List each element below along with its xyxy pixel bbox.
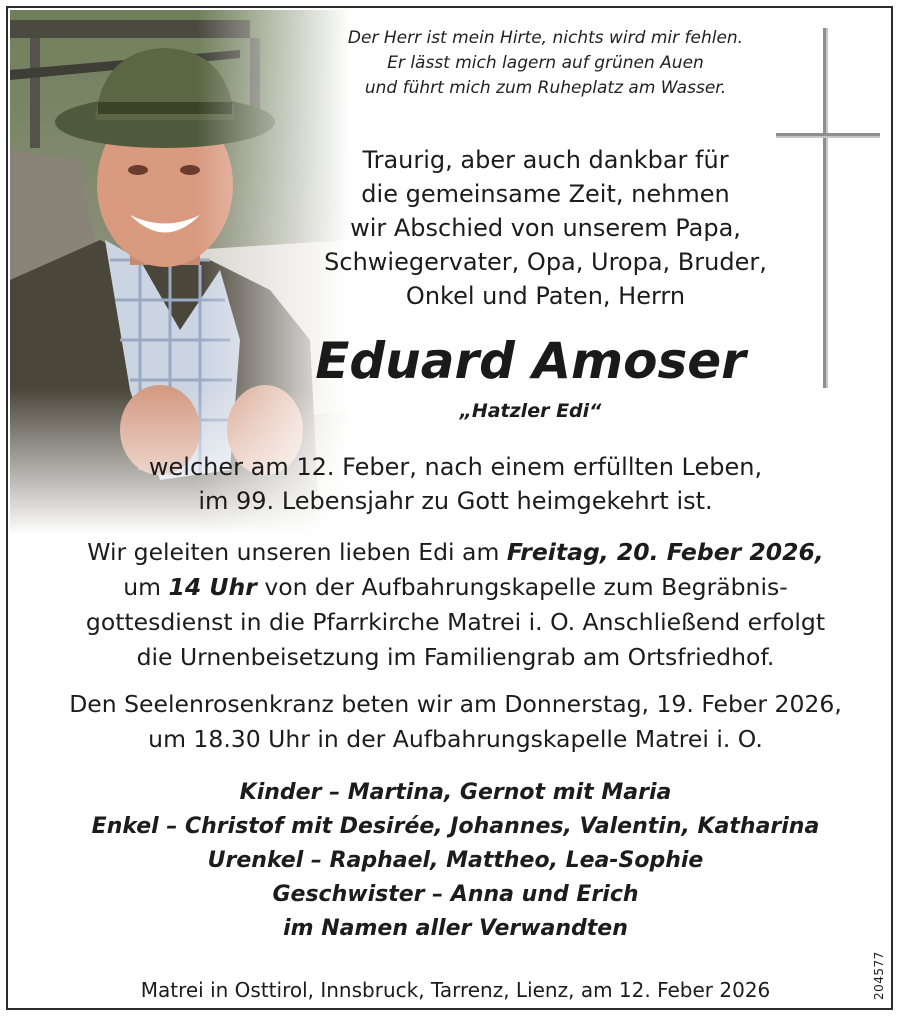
rosary-line: Den Seelenrosenkranz beten wir am Donnerstag, 19. Feber 2026, [69,690,842,718]
funeral-text: Wir geleiten unseren lieben Edi am [87,538,507,566]
mourner-line: Geschwister – Anna und Erich [272,882,639,907]
verse-line: Der Herr ist mein Hirte, nichts wird mir fehlen. [347,28,744,48]
mourners-list [8,776,893,946]
ad-code: 204577 [872,951,886,1000]
intro-line: Onkel und Paten, Herrn [405,282,686,310]
mourner-line: im Namen aller Verwandten [283,916,628,941]
intro-line: Schwiegervater, Opa, Uropa, Bruder, [324,248,767,276]
rosary-details [8,687,893,757]
funeral-date: Freitag, 20. Feber 2026, [506,538,824,566]
intro-text [268,143,823,313]
intro-line: Traurig, aber auch dankbar für [362,146,729,174]
funeral-line: gottesdienst in die Pfarrkirche Matrei i. O. Anschließend erfolgt [85,608,826,636]
funeral-text: von der Aufbahrungskapelle zum Begräbnis- [256,573,788,601]
obituary-card [6,6,893,1010]
deceased-nickname: „Hatzler Edi“ [459,400,602,422]
deceased-name: Eduard Amoser [315,332,746,390]
funeral-details [8,535,893,675]
verse-line: Er lässt mich lagern auf grünen Auen [387,53,704,73]
funeral-text: um [123,573,169,601]
intro-line: wir Abschied von unserem Papa, [350,214,741,242]
mourner-line: Enkel – Christof mit Desirée, Johannes, Valentin, Katharina [91,814,820,839]
bible-verse [273,26,818,101]
funeral-time: 14 Uhr [168,573,257,601]
rosary-line: um 18.30 Uhr in der Aufbahrungskapelle Matrei i. O. [148,725,763,753]
mourner-line: Urenkel – Raphael, Mattheo, Lea-Sophie [207,848,704,873]
funeral-line [8,570,893,605]
funeral-line: die Urnenbeisetzung im Familiengrab am Ortsfriedhof. [136,643,775,671]
mourner-line: Kinder – Martina, Gernot mit Maria [239,780,672,805]
passing-text [8,450,893,518]
funeral-line [8,535,893,570]
intro-line: die gemeinsame Zeit, nehmen [361,180,730,208]
passing-line: im 99. Lebensjahr zu Gott heimgekehrt ist. [198,487,713,515]
verse-line: und führt mich zum Ruheplatz am Wasser. [364,78,727,98]
place-and-date: Matrei in Osttirol, Innsbruck, Tarrenz, Lienz, am 12. Feber 2026 [140,978,771,1002]
passing-line: welcher am 12. Feber, nach einem erfüllten Leben, [148,453,763,481]
